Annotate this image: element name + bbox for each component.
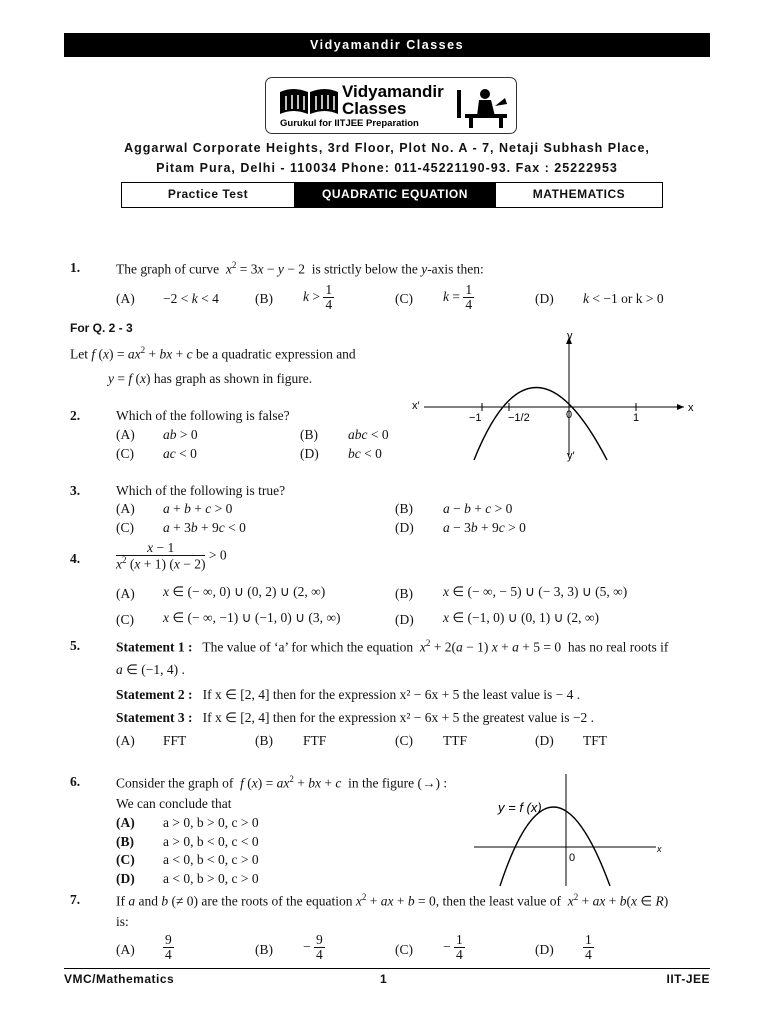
question-number: 2. [70,408,81,423]
logo-tagline: Gurukul for IITJEE Preparation [280,118,419,129]
title-bar [121,182,663,208]
q5-option-d-label: (D) [535,733,554,748]
question-number: 5. [70,638,81,653]
parabola-curve [474,388,607,461]
q7-option-c-label: (C) [395,942,413,957]
q1-option-c: k = $\frac{1}{4}$ [443,282,473,313]
x-axis-label: x [657,844,662,854]
origin-label: 0 [569,852,576,864]
q4-option-b: x ∈ (− ∞, − 5) ∪ (− 3, 3) ∪ (5, ∞) [443,584,628,599]
tick-label: −1 [469,412,482,424]
statement-1: Statement 1 : The value of ‘a’ for which the equation $x^2 + 2(a - 1) x + a + 5 = 0$ has no real roots if [116,638,669,655]
q2-option-b-label: (B) [300,427,318,442]
statement-2: Statement 2 : If x ∈ [2, 4] then for the expression x² − 6x + 5 the least value is − 4 . [116,687,581,702]
x-neg-label: x′ [412,400,420,412]
graph-2 [470,768,670,890]
q6-option-d-label: (D) [116,871,135,886]
q4-option-a: x ∈ (− ∞, 0) ∪ (0, 2) ∪ (2, ∞) [163,584,326,599]
y-neg-label: y′ [567,450,575,462]
question-3-text: Which of the following is true? [116,483,286,498]
question-1-text: The graph of curve $x^2 = 3x - y - 2$ is strictly below the y-axis then: [116,260,484,277]
tick-label: 0 [566,409,573,421]
question-2-text: Which of the following is false? [116,408,290,423]
practice-test-label: Practice Test [167,187,249,201]
q7-option-d-label: (D) [535,942,554,957]
book-logo-icon [278,84,340,116]
question-4-inequality: $\frac{x - 1}{x^2 (x + 1) (x - 2)}$ > 0 [116,540,227,572]
q6-option-c-label: (C) [116,852,135,867]
subject-label: MATHEMATICS [532,187,626,201]
q5-option-d: TFT [583,733,608,748]
q6-option-a: a > 0, b > 0, c > 0 [163,815,259,830]
q3-option-d: a − 3b + 9c > 0 [443,520,526,535]
header-title: Vidyamandir Classes [64,33,710,57]
question-number: 4. [70,551,81,566]
q7-option-a: $\frac{9}{4}$ [165,932,172,963]
q4-option-b-label: (B) [395,586,413,601]
q1-option-c-label: (C) [395,291,413,306]
question-number: 3. [70,483,81,498]
q4-option-c: x ∈ (− ∞, −1) ∪ (−1, 0) ∪ (3, ∞) [163,610,341,625]
q23-intro-2: y = f (x) has graph as shown in figure. [108,371,313,386]
q1-option-b-label: (B) [255,291,273,306]
q2-option-c: ac < 0 [163,446,197,461]
q7-option-b: − $\frac{9}{4}$ [303,932,323,963]
footer-left: VMC/Mathematics [64,972,175,986]
q2-option-a-label: (A) [116,427,135,442]
question-number: 1. [70,260,81,275]
q1-option-b: k > $\frac{1}{4}$ [303,282,333,313]
q3-option-c: a + 3b + 9c < 0 [163,520,246,535]
q3-option-b-label: (B) [395,501,413,516]
q4-option-d-label: (D) [395,612,414,627]
q6-option-d: a < 0, b > 0, c > 0 [163,871,259,886]
question-6-subtext: We can conclude that [116,796,232,811]
q2-option-a: ab > 0 [163,427,198,442]
q1-option-a: −2 < k < 4 [163,291,219,306]
page-number: 1 [380,972,388,986]
q2-option-d-label: (D) [300,446,319,461]
graph-1 [412,325,702,465]
q2-option-b: abc < 0 [348,427,389,442]
question-number: 6. [70,774,81,789]
q2-option-d: bc < 0 [348,446,382,461]
q4-option-a-label: (A) [116,586,135,601]
q2-option-c-label: (C) [116,446,134,461]
tick-label: −1/2 [508,412,530,424]
question-6-text: Consider the graph of f $(x) = ax^2$ + bx + c in the figure (→) : [116,774,448,791]
footer-divider [64,968,710,969]
q3-option-a-label: (A) [116,501,135,516]
q7-option-b-label: (B) [255,942,273,957]
q23-intro: Let f $(x) = ax^2$ + bx + c be a quadratic expression and [70,345,356,362]
q1-option-a-label: (A) [116,291,135,306]
q3-option-b: a − b + c > 0 [443,501,513,516]
q1-option-d-label: (D) [535,291,554,306]
q3-option-a: a + b + c > 0 [163,501,233,516]
chapter-title: QUADRATIC EQUATION [294,183,496,207]
q5-option-c-label: (C) [395,733,413,748]
statement-1-interval: a ∈ (−1, 4) . [116,662,185,677]
q4-option-d: x ∈ (−1, 0) ∪ (0, 1) ∪ (2, ∞) [443,610,599,625]
address-line-1: Aggarwal Corporate Heights, 3rd Floor, Plot No. A - 7, Netaji Subhash Place, [124,141,650,155]
q5-option-c: TTF [443,733,468,748]
q7-option-a-label: (A) [116,942,135,957]
q3-option-c-label: (C) [116,520,134,535]
question-number: 7. [70,892,81,907]
y-axis-label: y [567,330,573,342]
logo-line-2: Classes [342,99,407,118]
logo-line-1: Vidyamandir [342,82,444,101]
statement-3: Statement 3 : If x ∈ [2, 4] then for the expression x² − 6x + 5 the greatest value is −2 . [116,710,595,725]
q4-option-c-label: (C) [116,612,134,627]
curve-label: y = f (x) [498,800,542,815]
q5-option-b-label: (B) [255,733,273,748]
q5-option-a: FFT [163,733,187,748]
q7-option-c: − $\frac{1}{4}$ [443,932,463,963]
q6-option-b: a > 0, b < 0, c < 0 [163,834,259,849]
q23-heading: For Q. 2 - 3 [70,321,133,335]
q1-option-d: k < −1 or k > 0 [583,291,664,306]
footer-right: IIT-JEE [666,972,710,986]
address-line-2: Pitam Pura, Delhi - 110034 Phone: 011-45221190-93. Fax : 25222953 [156,161,618,175]
q6-option-a-label: (A) [116,815,135,830]
tick-label: 1 [633,412,640,424]
q3-option-d-label: (D) [395,520,414,535]
q5-option-a-label: (A) [116,733,135,748]
student-reading-icon [455,84,511,130]
q5-option-b: FTF [303,733,327,748]
x-axis-label: x [688,402,694,414]
question-7-text-end: is: [116,914,129,929]
q6-option-b-label: (B) [116,834,134,849]
question-7-text: If a and b (≠ 0) are the roots of the equation $x^2$ + ax + b = 0, then the least value of $x^2$ + ax + b(x ∈ R) [116,892,669,909]
q7-option-d: $\frac{1}{4}$ [585,932,592,963]
q6-option-c: a < 0, b < 0, c > 0 [163,852,259,867]
